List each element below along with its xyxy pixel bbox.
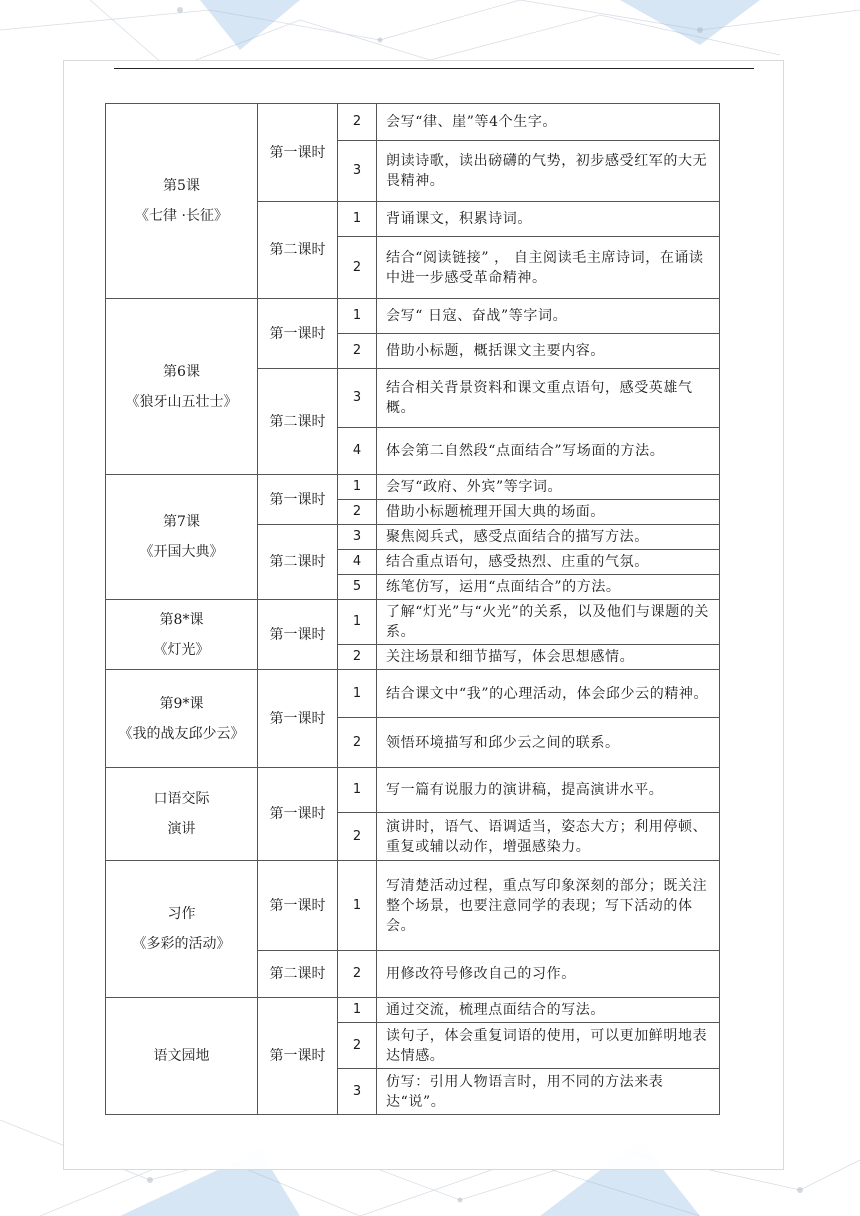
goal-text: 关注场景和细节描写，体会思想感情。 — [377, 645, 720, 670]
header-rule — [114, 68, 754, 69]
goal-number: 2 — [338, 500, 377, 525]
lesson-title: 《灯光》 — [153, 641, 210, 658]
goal-number: 1 — [338, 768, 377, 813]
lesson-title: 《我的战友邱少云》 — [118, 725, 245, 742]
goal-text: 借助小标题梳理开国大典的场面。 — [377, 500, 720, 525]
goal-text: 了解“灯光”与“火光”的关系，以及他们与课题的关系。 — [377, 600, 720, 645]
goal-number: 3 — [338, 1069, 377, 1115]
goal-text: 演讲时，语气、语调适当，姿态大方；利用停顿、重复或辅以动作，增强感染力。 — [377, 813, 720, 861]
table-row — [106, 600, 720, 645]
table-row — [106, 768, 720, 813]
goal-text: 练笔仿写，运用“点面结合”的方法。 — [377, 575, 720, 600]
lesson-name-cell — [106, 475, 258, 600]
lesson-name-cell — [106, 998, 258, 1115]
period-label: 第一课时 — [258, 104, 338, 202]
table-row — [106, 998, 720, 1023]
goal-number: 3 — [338, 141, 377, 202]
goal-number: 5 — [338, 575, 377, 600]
goal-number: 1 — [338, 861, 377, 951]
goal-number: 1 — [338, 998, 377, 1023]
lesson-title: 《多彩的活动》 — [132, 936, 231, 952]
period-label: 第一课时 — [258, 299, 338, 369]
table-row — [106, 104, 720, 141]
goal-text: 体会第二自然段“点面结合”写场面的方法。 — [377, 428, 720, 475]
goal-text: 通过交流，梳理点面结合的写法。 — [377, 998, 720, 1023]
lesson-name: 第6课 — [163, 363, 200, 380]
table-row — [106, 861, 720, 951]
goal-text: 借助小标题，概括课文主要内容。 — [377, 334, 720, 369]
period-label: 第二课时 — [258, 202, 338, 299]
lesson-name: 口语交际 — [153, 791, 210, 807]
table-row — [106, 299, 720, 334]
goal-number: 2 — [338, 334, 377, 369]
goal-number: 2 — [338, 104, 377, 141]
lesson-name: 语文园地 — [153, 1048, 210, 1064]
goal-text: 背诵课文，积累诗词。 — [377, 202, 720, 237]
goal-text: 读句子，体会重复词语的使用，可以更加鲜明地表达情感。 — [377, 1023, 720, 1069]
lesson-title: 《七律 ·长征》 — [135, 208, 228, 224]
goal-text: 结合课文中“我”的心理活动，体会邱少云的精神。 — [377, 670, 720, 718]
lesson-name-cell — [106, 299, 258, 475]
period-label: 第一课时 — [258, 998, 338, 1115]
goal-number: 2 — [338, 813, 377, 861]
goal-text: 写一篇有说服力的演讲稿，提高演讲水平。 — [377, 768, 720, 813]
lesson-title: 《开国大典》 — [139, 544, 224, 560]
goal-number: 4 — [338, 550, 377, 575]
table-row — [106, 475, 720, 500]
goal-number: 4 — [338, 428, 377, 475]
period-label: 第一课时 — [258, 670, 338, 768]
goal-number: 3 — [338, 369, 377, 428]
goal-text: 朗读诗歌，读出磅礴的气势，初步感受红军的大无畏精神。 — [377, 141, 720, 202]
lesson-name-cell — [106, 600, 258, 670]
lesson-title: 演讲 — [167, 821, 196, 837]
lesson-name: 习作 — [167, 906, 196, 922]
lesson-name: 第9*课 — [159, 695, 204, 712]
goal-text: 会写“律、崖”等4个生字。 — [377, 104, 720, 141]
lesson-name: 第8*课 — [159, 611, 204, 628]
period-label: 第二课时 — [258, 951, 338, 998]
period-label: 第一课时 — [258, 768, 338, 861]
goal-number: 1 — [338, 475, 377, 500]
lesson-plan-table — [105, 103, 720, 1115]
goal-text: 领悟环境描写和邱少云之间的联系。 — [377, 718, 720, 768]
goal-text: 用修改符号修改自己的习作。 — [377, 951, 720, 998]
period-label: 第一课时 — [258, 861, 338, 951]
period-label: 第一课时 — [258, 475, 338, 525]
lesson-name: 第5课 — [163, 178, 200, 194]
goal-number: 2 — [338, 645, 377, 670]
goal-text: 结合相关背景资料和课文重点语句，感受英雄气概。 — [377, 369, 720, 428]
goal-number: 2 — [338, 718, 377, 768]
goal-text: 会写“ 日寇、奋战”等字词。 — [377, 299, 720, 334]
goal-text: 结合“阅读链接” ， 自主阅读毛主席诗词，在诵读中进一步感受革命精神。 — [377, 237, 720, 299]
goal-number: 1 — [338, 202, 377, 237]
goal-text: 仿写：引用人物语言时，用不同的方法来表达“说”。 — [377, 1069, 720, 1115]
goal-number: 1 — [338, 600, 377, 645]
lesson-name-cell — [106, 104, 258, 299]
period-label: 第一课时 — [258, 600, 338, 670]
goal-text: 会写“政府、外宾”等字词。 — [377, 475, 720, 500]
goal-text: 写清楚活动过程，重点写印象深刻的部分；既关注整个场景，也要注意同学的表现；写下活动的体会。 — [377, 861, 720, 951]
lesson-name-cell — [106, 861, 258, 998]
goal-number: 2 — [338, 951, 377, 998]
goal-number: 3 — [338, 525, 377, 550]
goal-number: 1 — [338, 670, 377, 718]
lesson-name-cell — [106, 670, 258, 768]
goal-text: 聚焦阅兵式，感受点面结合的描写方法。 — [377, 525, 720, 550]
goal-number: 2 — [338, 1023, 377, 1069]
goal-text: 结合重点语句，感受热烈、庄重的气氛。 — [377, 550, 720, 575]
period-label: 第二课时 — [258, 525, 338, 600]
period-label: 第二课时 — [258, 369, 338, 475]
goal-number: 2 — [338, 237, 377, 299]
lesson-name: 第7课 — [163, 514, 200, 530]
table-row — [106, 670, 720, 718]
lesson-name-cell — [106, 768, 258, 861]
lesson-title: 《狼牙山五壮士》 — [125, 393, 238, 410]
goal-number: 1 — [338, 299, 377, 334]
